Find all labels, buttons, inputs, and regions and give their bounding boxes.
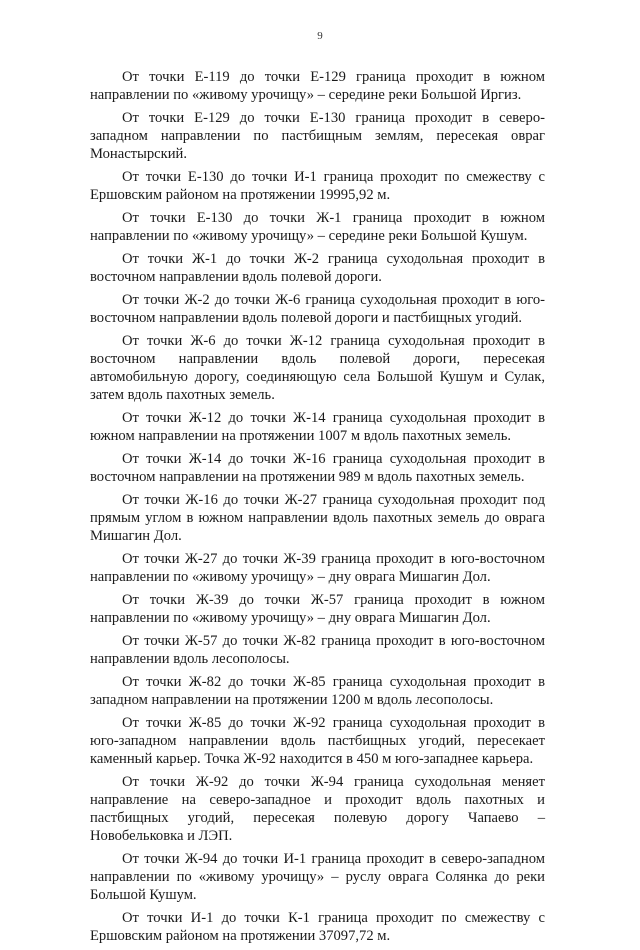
boundary-paragraph: От точки Ж-57 до точки Ж-82 граница проходит в юго-восточном направлении вдоль лесополосы. xyxy=(90,633,545,667)
boundary-paragraph: От точки Ж-27 до точки Ж-39 граница проходит в юго-восточном направлении по «живому урочищу» – дну оврага Мишагин Дол. xyxy=(90,551,545,585)
boundary-paragraph: От точки Ж-14 до точки Ж-16 граница суходольная проходит в восточном направлении на протяжении 989 м вдоль пахотных земель. xyxy=(90,451,545,485)
boundary-paragraph: От точки Ж-2 до точки Ж-6 граница суходольная проходит в юго-восточном направлении вдоль полевой дороги и пастбищных угодий. xyxy=(90,292,545,326)
boundary-paragraph: От точки Е-130 до точки И-1 граница проходит по смежеству с Ершовским районом на протяжении 19995,92 м. xyxy=(90,169,545,203)
boundary-paragraph: От точки Е-129 до точки Е-130 граница проходит в северо-западном направлении по пастбищным землям, пересекая овраг Монастырский. xyxy=(90,110,545,162)
document-body xyxy=(90,68,545,950)
boundary-paragraph: От точки Ж-94 до точки И-1 граница проходит в северо-западном направлении по «живому урочищу» – руслу оврага Солянка до реки Большой Кушум. xyxy=(90,851,545,903)
boundary-paragraph: От точки Ж-1 до точки Ж-2 граница суходольная проходит в восточном направлении вдоль полевой дороги. xyxy=(90,251,545,285)
boundary-paragraph: От точки Ж-92 до точки Ж-94 граница суходольная меняет направление на северо-западное и проходит вдоль пахотных и пастбищных угодий, пересекая полевую дорогу Чапаево – Новобельковка и ЛЭП. xyxy=(90,774,545,844)
boundary-paragraph: От точки Ж-12 до точки Ж-14 граница суходольная проходит в южном направлении на протяжении 1007 м вдоль пахотных земель. xyxy=(90,410,545,444)
boundary-paragraph: От точки Ж-6 до точки Ж-12 граница суходольная проходит в восточном направлении вдоль полевой дороги, пересекая автомобильную дорогу, соединяющую села Большой Кушум и Сулак, затем вдоль пахотных земель. xyxy=(90,333,545,403)
boundary-paragraph: От точки Е-130 до точки Ж-1 граница проходит в южном направлении по «живому урочищу» – середине реки Большой Кушум. xyxy=(90,210,545,244)
boundary-paragraph: От точки И-1 до точки К-1 граница проходит по смежеству с Ершовским районом на протяжении 37097,72 м. xyxy=(90,910,545,944)
boundary-paragraph: От точки Ж-82 до точки Ж-85 граница суходольная проходит в западном направлении на протяжении 1200 м вдоль лесополосы. xyxy=(90,674,545,708)
boundary-paragraph: От точки Ж-16 до точки Ж-27 граница суходольная проходит под прямым углом в южном направлении вдоль пахотных земель до оврага Мишагин Дол. xyxy=(90,492,545,544)
boundary-paragraph: От точки Е-119 до точки Е-129 граница проходит в южном направлении по «живому урочищу» – середине реки Большой Иргиз. xyxy=(90,69,545,103)
boundary-paragraph: От точки Ж-39 до точки Ж-57 граница проходит в южном направлении по «живому урочищу» – дну оврага Мишагин Дол. xyxy=(90,592,545,626)
boundary-paragraph: От точки Ж-85 до точки Ж-92 граница суходольная проходит в юго-западном направлении вдоль пастбищных угодий, пересекает каменный карьер. Точка Ж-92 находится в 450 м юго-западнее карьера. xyxy=(90,715,545,767)
page-number: 9 xyxy=(317,30,323,42)
